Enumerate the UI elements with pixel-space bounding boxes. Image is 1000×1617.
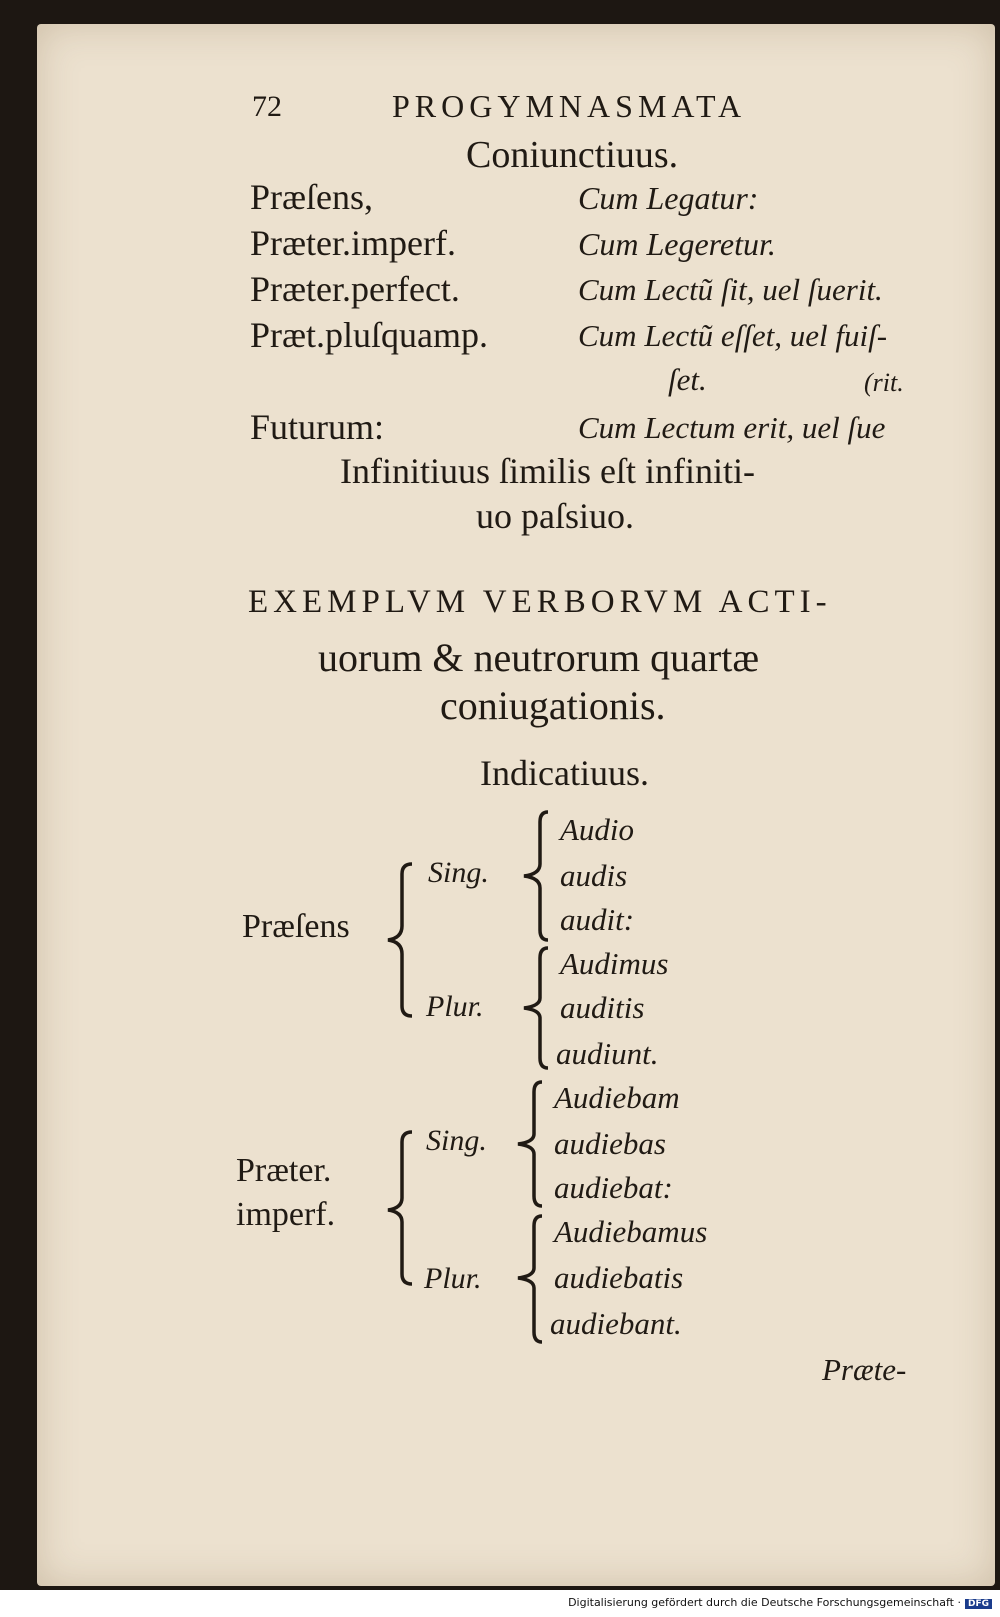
number-brace (516, 808, 556, 944)
tense-label: Præt.pluſquamp. (250, 315, 489, 355)
subjunctive-form: ſet. (668, 362, 707, 397)
tense-label: Futurum: (250, 407, 385, 447)
number-brace (516, 944, 556, 1072)
verb-form: auditis (560, 990, 645, 1025)
number-label-sing: Sing. (426, 1124, 487, 1157)
number-label-plur: Plur. (426, 990, 484, 1023)
indicative-heading: Indicatiuus. (480, 753, 649, 793)
subjunctive-form: Cum Lectum erit, uel ſue (578, 410, 886, 445)
verb-form: Audio (560, 812, 635, 847)
running-head: PROGYMNASMATA (392, 88, 747, 124)
infinitive-note-line-2: uo paſsiuo. (476, 496, 634, 536)
footer-text: Digitalisierung gefördert durch die Deutsche Forschungsgemeinschaft · (568, 1596, 961, 1609)
number-label-sing: Sing. (428, 856, 489, 889)
number-label-plur: Plur. (424, 1262, 482, 1295)
subjunctive-heading: Coniunctiuus. (466, 134, 679, 176)
verb-form: Audiebam (554, 1080, 680, 1115)
example-heading-line-2: uorum & neutrorum quartæ (318, 635, 760, 680)
number-brace (510, 1212, 550, 1346)
example-heading-line-3: coniugationis. (440, 683, 666, 728)
verb-form: audiebat: (554, 1170, 673, 1205)
catchword: Præte- (822, 1352, 907, 1387)
subjunctive-form: Cum Legeretur. (578, 226, 776, 262)
tense-label: Præter.perfect. (250, 269, 460, 309)
tense-brace (380, 860, 420, 1020)
number-brace (510, 1078, 550, 1210)
tense-label-imperf-line-1: Præter. (236, 1152, 332, 1189)
tense-label-praesens: Præſens (242, 908, 350, 945)
verb-form: audiebant. (550, 1306, 682, 1341)
verb-form: audit: (560, 902, 635, 937)
verb-form: Audiebamus (554, 1214, 708, 1249)
verb-form: audiebatis (554, 1260, 684, 1295)
verb-form: Audimus (560, 946, 669, 981)
verb-form: audiebas (554, 1126, 666, 1161)
verb-form: audis (560, 858, 628, 893)
tense-label: Præſens, (250, 177, 374, 217)
subjunctive-form: Cum Legatur: (578, 180, 759, 216)
example-heading-line-1: EXEMPLVM VERBORVM ACTI- (248, 584, 832, 620)
tense-label: Præter.imperf. (250, 223, 456, 263)
page-number: 72 (252, 90, 282, 123)
dfg-logo: DFG (965, 1599, 992, 1609)
subjunctive-form: Cum Lectũ eſſet, uel fuiſ- (578, 318, 888, 353)
infinitive-note-line-1: Infinitiuus ſimilis eſt infiniti- (340, 451, 755, 491)
subjunctive-form: Cum Lectũ ſit, uel ſuerit. (578, 272, 883, 307)
verb-form: audiunt. (556, 1036, 659, 1071)
tense-brace (380, 1128, 420, 1288)
subjunctive-form-continuation: (rit. (864, 368, 904, 397)
tense-label-imperf-line-2: imperf. (236, 1196, 336, 1233)
digitization-footer (568, 1596, 992, 1609)
